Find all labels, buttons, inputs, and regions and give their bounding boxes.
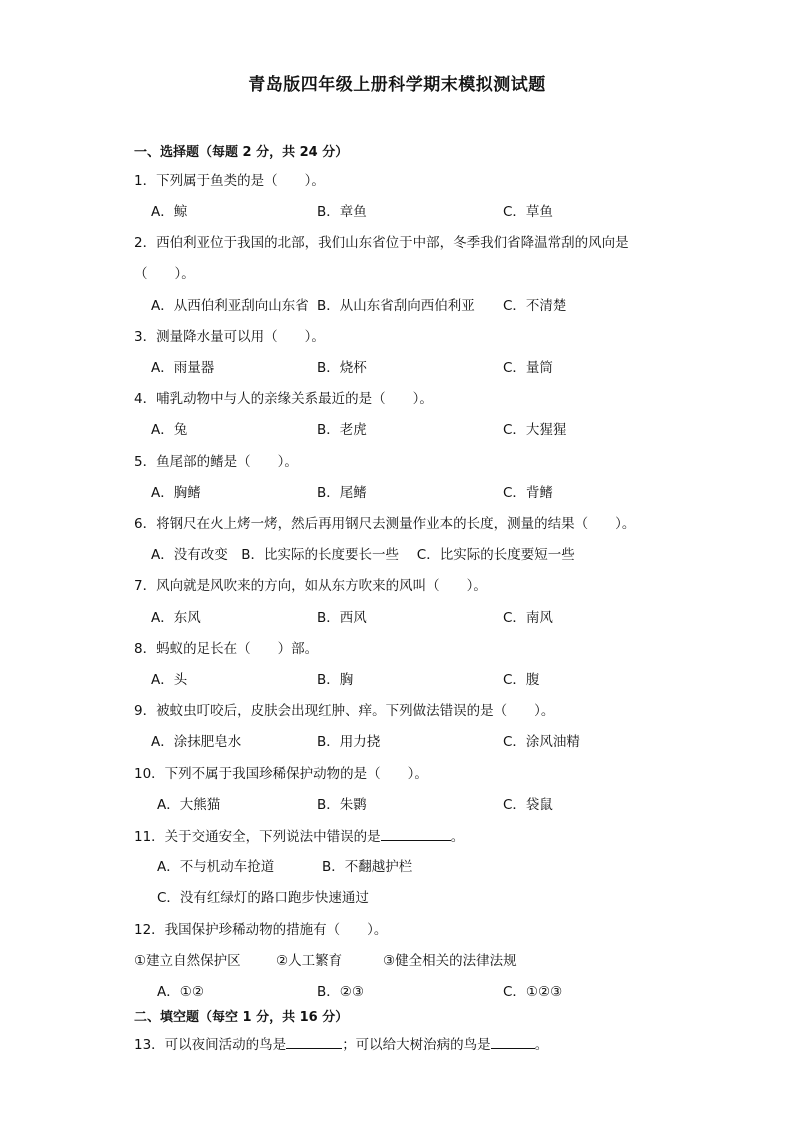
question-9-stem: 9．被蚊虫叮咬后，皮肤会出现红肿、痒。下列做法错误的是（ ）。 bbox=[134, 703, 555, 719]
question-8-option-b: B．胸 bbox=[317, 672, 354, 688]
page-title: 青岛版四年级上册科学期末模拟测试题 bbox=[248, 75, 546, 95]
question-11-option-a: A．不与机动车抢道 bbox=[157, 859, 275, 875]
question-12-option-b: B．②③ bbox=[317, 984, 364, 1000]
question-4-option-b: B．老虎 bbox=[317, 422, 367, 438]
question-4-stem: 4．哺乳动物中与人的亲缘关系最近的是（ ）。 bbox=[134, 391, 433, 407]
question-3-stem: 3．测量降水量可以用（ ）。 bbox=[134, 329, 325, 345]
question-7-option-c: C．南风 bbox=[503, 610, 553, 626]
question-1-stem: 1．下列属于鱼类的是（ ）。 bbox=[134, 173, 325, 189]
answer-blank[interactable] bbox=[381, 827, 451, 841]
question-10-option-a: A．大熊猫 bbox=[157, 797, 221, 813]
question-13-stem bbox=[134, 1035, 548, 1054]
question-5-option-a: A．胸鳍 bbox=[151, 485, 201, 501]
question-9-option-a: A．涂抹肥皂水 bbox=[151, 734, 242, 750]
question-10-option-c: C．袋鼠 bbox=[503, 797, 553, 813]
question-9-option-b: B．用力挠 bbox=[317, 734, 381, 750]
answer-blank[interactable] bbox=[491, 1035, 535, 1049]
question-3-option-c: C．量筒 bbox=[503, 360, 553, 376]
question-8-stem: 8．蚂蚁的足长在（ ）部。 bbox=[134, 641, 319, 657]
question-11-option-b: B．不翻越护栏 bbox=[322, 859, 413, 875]
question-11-stem-end: 。 bbox=[450, 829, 465, 845]
question-2-option-b: B．从山东省刮向西伯利亚 bbox=[317, 298, 475, 314]
question-9-option-c: C．涂风油精 bbox=[503, 734, 580, 750]
question-4-option-c: C．大猩猩 bbox=[503, 422, 567, 438]
question-1-option-b: B．章鱼 bbox=[317, 204, 367, 220]
question-12-measure-2: ②人工繁育 bbox=[276, 953, 343, 969]
question-12-measure-3: ③健全相关的法律法规 bbox=[383, 953, 517, 969]
question-2-stem: 2．西伯利亚位于我国的北部，我们山东省位于中部，冬季我们省降温常刮的风向是 bbox=[134, 235, 629, 251]
question-7-option-b: B．西风 bbox=[317, 610, 367, 626]
question-8-option-a: A．头 bbox=[151, 672, 188, 688]
question-12-measure-1: ①建立自然保护区 bbox=[134, 953, 241, 969]
question-11-stem bbox=[134, 827, 464, 846]
question-5-option-b: B．尾鳍 bbox=[317, 485, 367, 501]
question-10-stem: 10．下列不属于我国珍稀保护动物的是（ ）。 bbox=[134, 766, 428, 782]
question-5-stem: 5．鱼尾部的鳍是（ ）。 bbox=[134, 454, 298, 470]
section-heading-choice: 一、选择题（每题 2 分，共 24 分） bbox=[134, 145, 349, 160]
question-10-option-b: B．朱鹮 bbox=[317, 797, 367, 813]
question-1-option-a: A．鲸 bbox=[151, 204, 188, 220]
section-heading-fill-in: 二、填空题（每空 1 分，共 16 分） bbox=[134, 1010, 349, 1025]
question-12-option-c: C．①②③ bbox=[503, 984, 563, 1000]
question-5-option-c: C．背鳍 bbox=[503, 485, 553, 501]
question-11-option-c: C．没有红绿灯的路口跑步快速通过 bbox=[157, 890, 369, 906]
question-8-option-c: C．腹 bbox=[503, 672, 540, 688]
question-12-stem: 12．我国保护珍稀动物的措施有（ ）。 bbox=[134, 922, 388, 938]
question-12-option-a: A．①② bbox=[157, 984, 204, 1000]
answer-blank[interactable] bbox=[286, 1035, 342, 1049]
question-2-stem-continued: （ ）。 bbox=[134, 266, 195, 282]
question-3-option-a: A．雨量器 bbox=[151, 360, 215, 376]
question-13-text-2: ；可以给大树治病的鸟是 bbox=[342, 1037, 491, 1053]
question-7-option-a: A．东风 bbox=[151, 610, 201, 626]
question-2-option-a: A．从西伯利亚刮向山东省 bbox=[151, 298, 309, 314]
question-2-option-c: C．不清楚 bbox=[503, 298, 567, 314]
question-1-option-c: C．草鱼 bbox=[503, 204, 553, 220]
question-6-options: A．没有改变 B．比实际的长度要长一些 C．比实际的长度要短一些 bbox=[151, 547, 575, 563]
question-4-option-a: A．兔 bbox=[151, 422, 188, 438]
question-6-stem: 6．将钢尺在火上烤一烤，然后再用钢尺去测量作业本的长度，测量的结果（ ）。 bbox=[134, 516, 636, 532]
question-13-text-1: 13．可以夜间活动的鸟是 bbox=[134, 1037, 287, 1053]
question-11-stem-text: 11．关于交通安全，下列说法中错误的是 bbox=[134, 829, 381, 845]
question-13-text-3: 。 bbox=[534, 1037, 549, 1053]
question-7-stem: 7．风向就是风吹来的方向，如从东方吹来的风叫（ ）。 bbox=[134, 578, 487, 594]
question-3-option-b: B．烧杯 bbox=[317, 360, 367, 376]
